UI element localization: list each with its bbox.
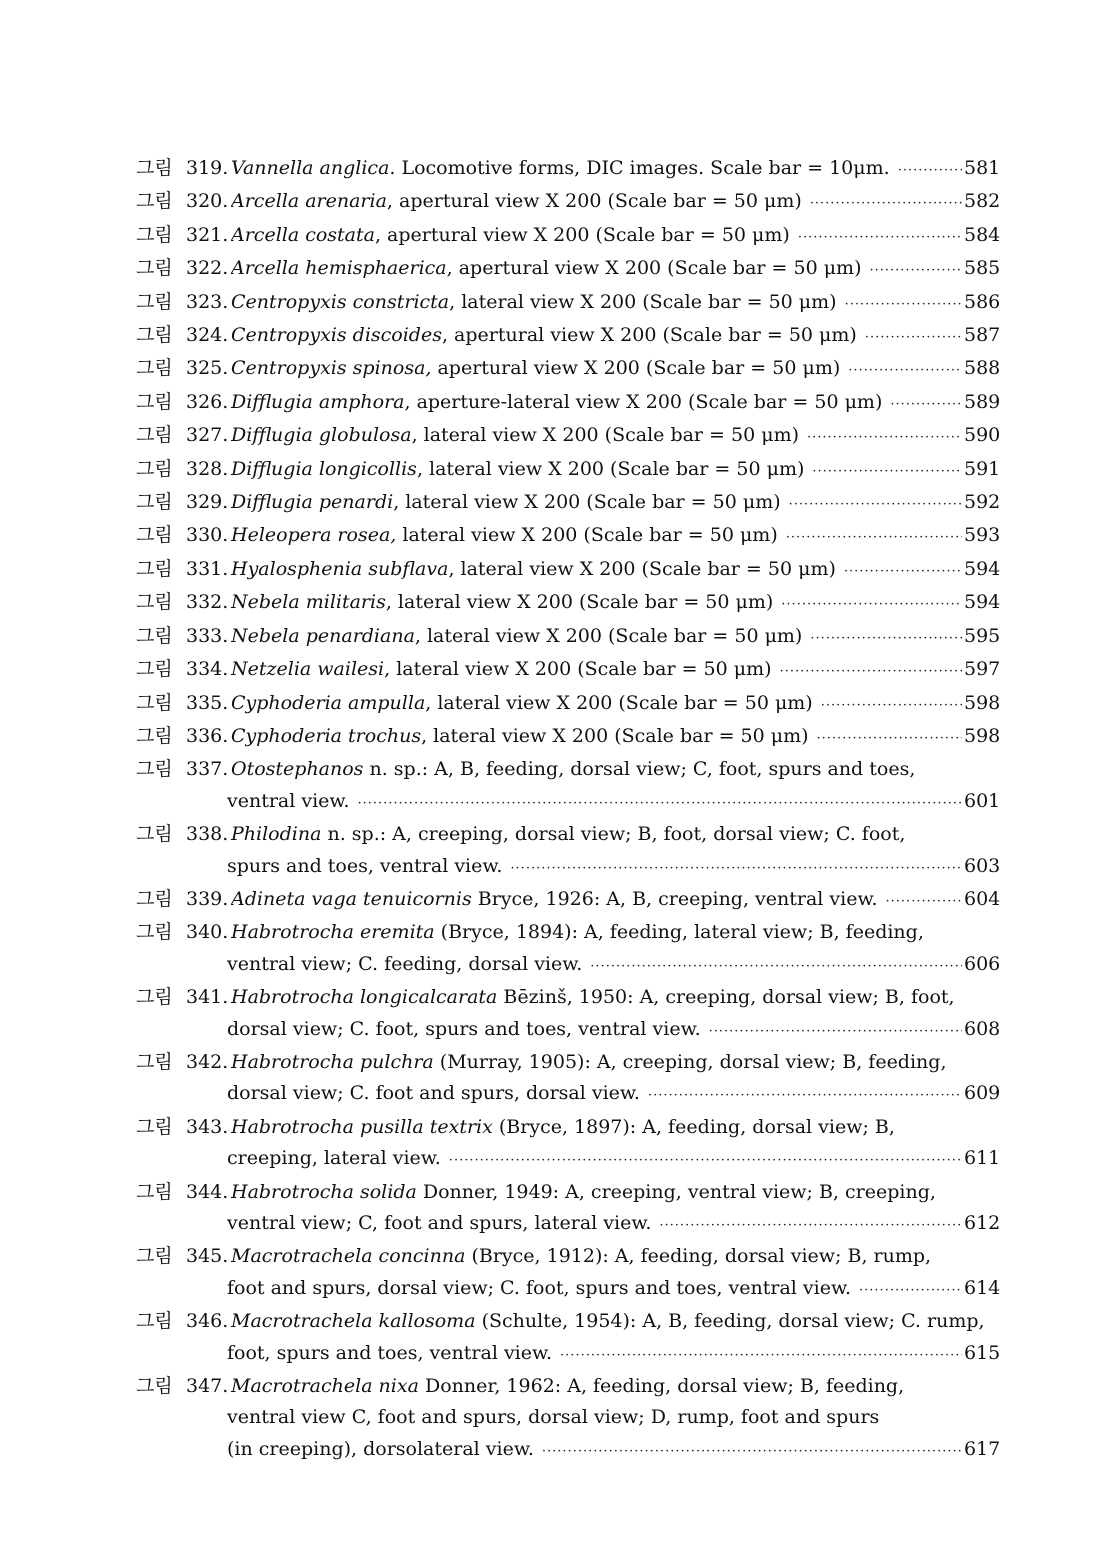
figure-label: 그림 <box>136 1115 173 1138</box>
species-name: Centropyxis spinosa, <box>231 357 432 380</box>
figure-label: 그림 <box>136 1375 173 1398</box>
caption-text: , lateral view X 200 (Scale bar = 50 μm) <box>384 658 772 681</box>
caption-line <box>231 420 1001 453</box>
species-name: Arcella costata <box>231 223 375 246</box>
page-number: 586 <box>964 290 1001 313</box>
dot-leader <box>821 690 962 721</box>
caption-text: , aperture-lateral view X 200 (Scale bar = 50 μm) <box>404 390 883 413</box>
caption-line <box>231 982 996 1013</box>
figure-number: 346. <box>186 1310 229 1333</box>
caption-line <box>227 1338 1001 1371</box>
figure-number: 343. <box>186 1115 229 1138</box>
figure-entry <box>136 1047 1001 1112</box>
caption-text: , apertural view X 200 (Scale bar = 50 μm) <box>446 257 862 280</box>
figure-label: 그림 <box>136 324 173 347</box>
figure-entry <box>136 287 1001 320</box>
dot-leader <box>810 188 962 219</box>
figure-number: 323. <box>186 290 229 313</box>
dot-leader <box>781 589 962 620</box>
species-name: Nebela militaris <box>231 591 386 614</box>
caption-line <box>231 387 1001 420</box>
figure-entry <box>136 253 1001 286</box>
figure-entry <box>136 587 1001 620</box>
caption-line <box>227 1014 1001 1047</box>
figure-number: 329. <box>186 491 229 514</box>
dot-leader <box>817 723 962 754</box>
page-number: 609 <box>964 1082 1001 1105</box>
page-number: 604 <box>964 887 1001 910</box>
figure-entry <box>136 884 1001 917</box>
figure-number: 322. <box>186 257 229 280</box>
figure-label: 그림 <box>136 157 173 179</box>
caption-line <box>231 520 1001 553</box>
figure-number: 338. <box>186 823 229 846</box>
caption-line <box>227 1273 1001 1306</box>
figure-number: 333. <box>186 624 229 647</box>
caption-text: ventral view; C, foot and spurs, lateral view. <box>227 1212 652 1234</box>
caption-line <box>227 1078 1001 1111</box>
caption-line <box>231 917 996 948</box>
caption-line <box>227 786 1001 819</box>
caption-text: (in creeping), dorsolateral view. <box>227 1437 534 1460</box>
figure-entry <box>136 153 1001 186</box>
figure-label: 그림 <box>136 290 173 313</box>
caption-text: (Bryce, 1912): A, feeding, dorsal view; B, rump, <box>465 1245 932 1268</box>
caption-line <box>231 1047 996 1078</box>
figure-entry <box>136 1112 1001 1177</box>
dot-leader <box>449 1145 962 1176</box>
page-number: 606 <box>964 952 1001 975</box>
caption-text: Bēzinš, 1950: A, creeping, dorsal view; B, foot, <box>497 986 955 1009</box>
figure-number: 328. <box>186 457 229 480</box>
page-number: 598 <box>964 724 1001 747</box>
caption-line <box>227 851 1001 884</box>
dot-leader <box>709 1016 962 1047</box>
caption-text: , lateral view X 200 (Scale bar = 50 μm) <box>416 457 805 480</box>
figure-entry <box>136 621 1001 654</box>
figure-number: 335. <box>186 691 229 714</box>
caption-line <box>231 621 1001 654</box>
caption-text: , lateral view X 200 (Scale bar = 50 μm) <box>449 290 837 313</box>
page-number: 611 <box>964 1147 1001 1170</box>
page-number: 595 <box>964 624 1001 647</box>
figure-number: 326. <box>186 390 229 413</box>
caption-line <box>231 1371 996 1402</box>
caption-text: , lateral view X 200 (Scale bar = 50 μm) <box>411 424 800 447</box>
figure-label: 그림 <box>136 1310 173 1333</box>
figure-number: 330. <box>186 524 229 547</box>
figure-entry <box>136 1371 1001 1467</box>
species-name: Macrotrachela concinna <box>231 1245 466 1268</box>
dot-leader <box>659 1210 962 1241</box>
figure-label: 그림 <box>136 986 173 1009</box>
page-number: 589 <box>964 390 1001 413</box>
figure-label: 그림 <box>136 1245 173 1268</box>
caption-text: (Murray, 1905): A, creeping, dorsal view; B, feeding, <box>433 1050 947 1073</box>
page-number: 590 <box>964 424 1001 447</box>
figure-number: 345. <box>186 1245 229 1268</box>
page-number: 585 <box>964 257 1001 280</box>
caption-line <box>231 754 996 785</box>
figure-entry <box>136 1306 1001 1371</box>
caption-text: , lateral view X 200 (Scale bar = 50 μm) <box>425 691 813 714</box>
species-name: Nebela penardiana <box>231 624 415 647</box>
caption-line <box>231 1112 996 1143</box>
dot-leader <box>648 1080 962 1111</box>
page-number: 587 <box>964 324 1001 347</box>
figure-entry <box>136 1177 1001 1242</box>
caption-line <box>231 320 1001 353</box>
figure-number: 342. <box>186 1050 229 1073</box>
figure-label: 그림 <box>136 457 173 480</box>
caption-text: , lateral view X 200 (Scale bar = 50 μm) <box>421 724 809 747</box>
species-name: Centropyxis constricta <box>231 290 450 313</box>
caption-line <box>231 186 1001 219</box>
caption-line <box>227 1143 1001 1176</box>
caption-line <box>231 1306 996 1337</box>
figure-number: 327. <box>186 424 229 447</box>
figure-list <box>136 153 1001 1467</box>
caption-text: , lateral view X 200 (Scale bar = 50 μm) <box>448 557 836 580</box>
caption-line <box>231 819 996 850</box>
dot-leader <box>357 788 962 819</box>
caption-text: Donner, 1962: A, feeding, dorsal view; B, feeding, <box>418 1375 905 1398</box>
dot-leader <box>870 255 963 286</box>
figure-number: 319. <box>186 157 229 179</box>
figure-number: 341. <box>186 986 229 1009</box>
figure-label: 그림 <box>136 190 173 213</box>
figure-label: 그림 <box>136 1050 173 1073</box>
species-name: Habrotrocha pusilla textrix <box>231 1115 493 1138</box>
dot-leader <box>890 389 962 420</box>
figure-number: 344. <box>186 1180 229 1203</box>
figure-number: 340. <box>186 921 229 944</box>
page-number: 601 <box>964 789 1001 812</box>
figure-number: 332. <box>186 591 229 614</box>
figure-label: 그림 <box>136 424 173 447</box>
figure-number: 321. <box>186 223 229 246</box>
caption-line <box>231 1177 996 1208</box>
caption-line <box>231 353 1001 386</box>
dot-leader <box>848 355 962 386</box>
figure-entry <box>136 186 1001 219</box>
species-name: Cyphoderia ampulla <box>231 691 426 714</box>
page-number: 588 <box>964 357 1001 380</box>
dot-leader <box>560 1340 962 1371</box>
page-number: 603 <box>964 854 1001 877</box>
caption-text: n. sp.: A, creeping, dorsal view; B, foot, dorsal view; C. foot, <box>321 823 906 846</box>
caption-line <box>231 454 1001 487</box>
dot-leader <box>510 853 962 884</box>
figure-entry <box>136 754 1001 819</box>
caption-text: n. sp.: A, B, feeding, dorsal view; C, foot, spurs and toes, <box>363 758 916 781</box>
species-name: Arcella hemisphaerica <box>231 257 447 280</box>
caption-line <box>231 654 1001 687</box>
caption-text: , lateral view X 200 (Scale bar = 50 μm) <box>385 591 774 614</box>
figure-entry <box>136 387 1001 420</box>
caption-text: foot, spurs and toes, ventral view. <box>227 1341 553 1364</box>
caption-text: (Bryce, 1897): A, feeding, dorsal view; B, <box>492 1115 895 1138</box>
page-number: 608 <box>964 1017 1001 1040</box>
species-name: Difflugia globulosa <box>231 424 412 447</box>
species-name: Adineta vaga tenuicornis <box>231 887 472 910</box>
figure-label: 그림 <box>136 390 173 413</box>
caption-text: spurs and toes, ventral view. <box>227 854 503 877</box>
caption-text: (Schulte, 1954): A, B, feeding, dorsal view; C. rump, <box>475 1310 985 1333</box>
figure-number: 347. <box>186 1375 229 1398</box>
figure-entry <box>136 353 1001 386</box>
page-number: 614 <box>964 1276 1001 1299</box>
species-name: Netzelia wailesi <box>231 658 385 681</box>
figure-number: 331. <box>186 557 229 580</box>
caption-line <box>231 220 1001 253</box>
caption-text: ventral view C, foot and spurs, dorsal view; D, rump, foot and spurs <box>227 1406 880 1429</box>
page-number: 597 <box>964 658 1001 681</box>
species-name: Difflugia amphora <box>231 390 405 413</box>
caption-text: , lateral view X 200 (Scale bar = 50 μm) <box>393 491 781 514</box>
figure-number: 334. <box>186 658 229 681</box>
species-name: Habrotrocha longicalcarata <box>231 986 498 1009</box>
caption-text: , apertural view X 200 (Scale bar = 50 μm) <box>386 190 802 213</box>
figure-number: 320. <box>186 190 229 213</box>
caption-text: , apertural view X 200 (Scale bar = 50 μm) <box>374 223 790 246</box>
caption-line <box>231 1241 996 1272</box>
figure-entry <box>136 520 1001 553</box>
page-number: 615 <box>964 1341 1001 1364</box>
figure-label: 그림 <box>136 658 173 681</box>
caption-line <box>231 554 1001 587</box>
caption-text: ventral view; C. feeding, dorsal view. <box>227 952 583 975</box>
figure-entry <box>136 721 1001 754</box>
species-name: Cyphoderia trochus <box>231 724 422 747</box>
page-number: 584 <box>964 223 1001 246</box>
species-name: Centropyxis discoides <box>231 324 442 347</box>
species-name: Habrotrocha solida <box>231 1180 417 1203</box>
figure-entry <box>136 917 1001 982</box>
page-number: 591 <box>964 457 1001 480</box>
figure-entry <box>136 420 1001 453</box>
figure-entry <box>136 819 1001 884</box>
figure-entry <box>136 320 1001 353</box>
species-name: Hyalosphenia subflava <box>231 557 449 580</box>
caption-text: dorsal view; C. foot, spurs and toes, ventral view. <box>227 1017 701 1040</box>
species-name: Philodina <box>231 823 322 846</box>
caption-line <box>231 884 1001 917</box>
figure-label: 그림 <box>136 357 173 380</box>
species-name: Macrotrachela kallosoma <box>231 1310 476 1333</box>
figure-label: 그림 <box>136 591 173 614</box>
caption-text: Donner, 1949: A, creeping, ventral view; B, creeping, <box>416 1180 936 1203</box>
caption-text: foot and spurs, dorsal view; C. foot, spurs and toes, ventral view. <box>227 1276 852 1299</box>
dot-leader <box>812 456 962 487</box>
figure-label: 그림 <box>136 624 173 647</box>
page-number: 593 <box>964 524 1001 547</box>
caption-line <box>231 487 1001 520</box>
caption-line <box>231 253 1001 286</box>
dot-leader <box>845 289 962 320</box>
caption-text: apertural view X 200 (Scale bar = 50 μm) <box>431 357 841 380</box>
page-number: 617 <box>964 1437 1001 1460</box>
species-name: Vannella anglica <box>231 157 390 179</box>
species-name: Otostephanos <box>231 758 364 781</box>
dot-leader <box>859 1275 962 1306</box>
dot-leader <box>886 886 962 917</box>
figure-number: 325. <box>186 357 229 380</box>
figure-entry <box>136 454 1001 487</box>
caption-text: Bryce, 1926: A, B, creeping, ventral view. <box>471 887 878 910</box>
figure-entry <box>136 1241 1001 1306</box>
caption-line <box>227 1208 1001 1241</box>
dot-leader <box>844 556 962 587</box>
figure-entry <box>136 654 1001 687</box>
figure-label: 그림 <box>136 758 173 781</box>
caption-text: dorsal view; C. foot and spurs, dorsal view. <box>227 1082 640 1105</box>
page-number: 598 <box>964 691 1001 714</box>
caption-line <box>227 949 1001 982</box>
species-name: Difflugia longicollis <box>231 457 417 480</box>
dot-leader <box>789 489 962 520</box>
caption-line <box>231 721 1001 754</box>
figure-entry <box>136 982 1001 1047</box>
dot-leader <box>590 951 962 982</box>
figure-entry <box>136 688 1001 721</box>
caption-text: (Bryce, 1894): A, feeding, lateral view; B, feeding, <box>434 921 924 944</box>
caption-text: , apertural view X 200 (Scale bar = 50 μm) <box>441 324 857 347</box>
figure-label: 그림 <box>136 557 173 580</box>
figure-label: 그림 <box>136 491 173 514</box>
page-number: 582 <box>964 190 1001 213</box>
figure-entry <box>136 554 1001 587</box>
figure-label: 그림 <box>136 1180 173 1203</box>
figure-label: 그림 <box>136 691 173 714</box>
species-name: Habrotrocha eremita <box>231 921 435 944</box>
dot-leader <box>780 656 962 687</box>
dot-leader <box>898 155 962 186</box>
figure-entry <box>136 487 1001 520</box>
figure-number: 336. <box>186 724 229 747</box>
figure-number: 324. <box>186 324 229 347</box>
species-name: Heleopera rosea, <box>231 524 397 547</box>
caption-text: . Locomotive forms, DIC images. Scale bar = 10μm. <box>389 157 890 179</box>
caption-text: lateral view X 200 (Scale bar = 50 μm) <box>396 524 778 547</box>
caption-line <box>227 1434 1001 1467</box>
species-name: Difflugia penardi <box>231 491 394 514</box>
figure-label: 그림 <box>136 887 173 910</box>
figure-label: 그림 <box>136 524 173 547</box>
dot-leader <box>786 522 962 553</box>
caption-line <box>231 587 1001 620</box>
figure-number: 339. <box>186 887 229 910</box>
dot-leader <box>798 222 962 253</box>
species-name: Macrotrachela nixa <box>231 1375 419 1398</box>
dot-leader <box>542 1436 962 1467</box>
dot-leader <box>807 422 962 453</box>
caption-text: creeping, lateral view. <box>227 1147 441 1170</box>
species-name: Habrotrocha pulchra <box>231 1050 434 1073</box>
caption-text: , lateral view X 200 (Scale bar = 50 μm) <box>414 624 803 647</box>
species-name: Arcella arenaria <box>231 190 387 213</box>
dot-leader <box>810 623 962 654</box>
figure-label: 그림 <box>136 921 173 944</box>
caption-text: ventral view. <box>227 789 350 812</box>
page-number: 594 <box>964 557 1001 580</box>
figure-label: 그림 <box>136 823 173 846</box>
caption-line <box>231 688 1001 721</box>
figure-label: 그림 <box>136 257 173 280</box>
figure-label: 그림 <box>136 724 173 747</box>
page-number: 581 <box>964 157 1001 179</box>
figure-number: 337. <box>186 758 229 781</box>
caption-line <box>227 1402 996 1433</box>
page-number: 594 <box>964 591 1001 614</box>
page-number: 592 <box>964 491 1001 514</box>
page-number: 612 <box>964 1212 1001 1234</box>
dot-leader <box>865 322 962 353</box>
figure-entry <box>136 220 1001 253</box>
figure-label: 그림 <box>136 223 173 246</box>
caption-line <box>231 287 1001 320</box>
caption-line <box>231 153 1001 186</box>
